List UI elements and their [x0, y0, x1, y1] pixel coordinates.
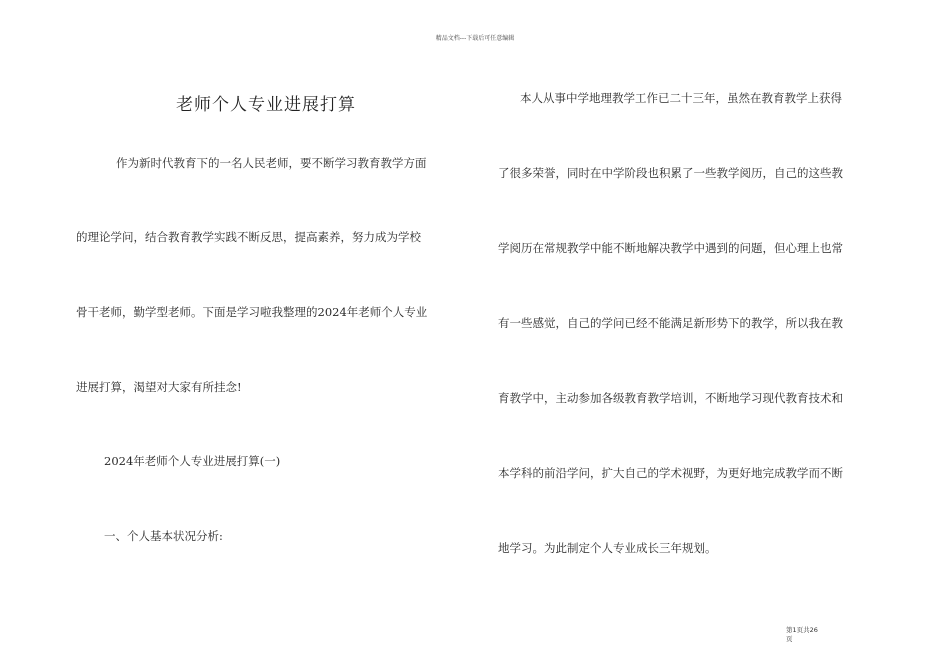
page-number-line: 页 [786, 635, 793, 643]
paragraph-line: 骨干老师，勤学型老师。下面是学习啦我整理的2024年老师个人专业 [76, 305, 428, 319]
paragraph-line: 的理论学问，结合教育教学实践不断反思，提高素养，努力成为学校 [76, 230, 421, 244]
paragraph-line: 本人从事中学地理教学工作已二十三年，虽然在教育教学上获得 [520, 91, 842, 105]
paragraph-line: 进展打算，渴望对大家有所挂念! [76, 380, 242, 394]
paragraph-line: 有一些感觉，自己的学问已经不能满足新形势下的教学，所以我在教 [498, 316, 843, 330]
subsection-heading: 一、个人基本状况分析: [104, 529, 223, 543]
paragraph-line: 地学习。为此制定个人专业成长三年规划。 [498, 541, 717, 555]
paragraph-line: 了很多荣誉，同时在中学阶段也积累了一些教学阅历，自己的这些教 [498, 166, 843, 180]
page-number-line: 第1页共26 [786, 626, 818, 634]
paragraph-line: 学阅历在常规教学中能不断地解决教学中遇到的问题，但心理上也常 [498, 241, 843, 255]
section-heading: 2024年老师个人专业进展打算(一) [104, 454, 281, 468]
document-title: 老师个人专业进展打算 [176, 95, 356, 115]
header-note: 精品文档---下载后可任意编辑 [435, 35, 515, 42]
paragraph-line: 本学科的前沿学问，扩大自己的学术视野，为更好地完成教学而不断 [498, 466, 843, 480]
page-number [786, 626, 846, 644]
paragraph-line: 作为新时代教育下的一名人民老师，要不断学习教育教学方面 [116, 156, 427, 170]
paragraph-line: 育教学中，主动参加各级教育教学培训，不断地学习现代教育技术和 [498, 391, 843, 405]
